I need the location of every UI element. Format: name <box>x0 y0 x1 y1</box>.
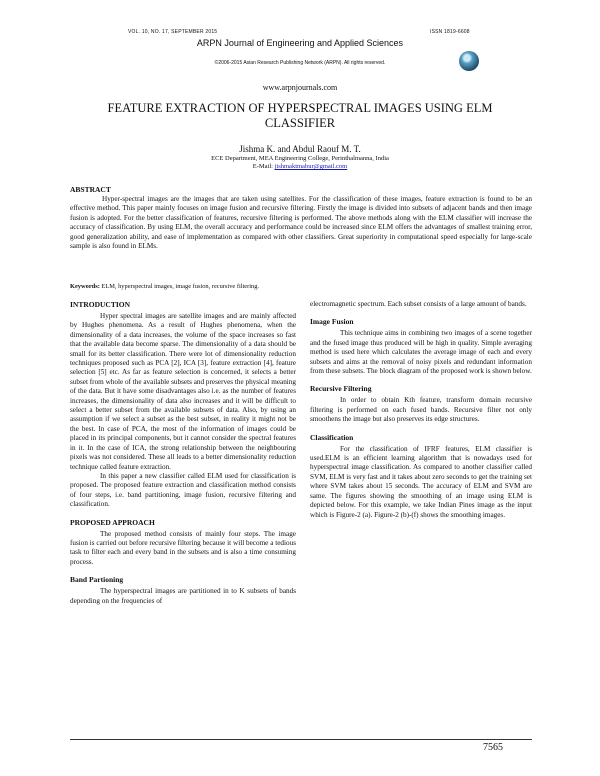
proposed-approach-heading: PROPOSED APPROACH <box>70 517 155 527</box>
footer-divider <box>70 739 532 740</box>
introduction-heading: INTRODUCTION <box>70 300 131 309</box>
journal-name: ARPN Journal of Engineering and Applied Sciences <box>196 38 404 48</box>
volume-info: VOL. 10, NO. 17, SEPTEMBER 2015 <box>128 29 218 35</box>
paper-authors: Jishma K. and Abdul Raouf M. T. <box>239 144 361 154</box>
recursive-filtering-paragraph: In order to obtain Kth feature, transform domain recursive filtering is performed on each fused bands. Recursive filter not only smoothens the image but also preserves its edge structures. <box>310 396 532 424</box>
email-link[interactable]: jishmaktmabur@gmail.com <box>274 163 348 170</box>
email-line <box>0 163 600 170</box>
classification-paragraph: For the classification of IFRF features, ELM classifier is used.ELM is an efficient learning algorithm that is nowadays used for hyperspectral image classification. As compared to another classifier called SVM, ELM is very fast and it takes about zero seconds to get the training set where SVM takes about 15 seconds. The accuracy of ELM and SVM are same. The figures showing the smoothing of an image using ELM is depicted below. For this example, we take Indian Pines image as the input which is Figure-2 (a). Figure-2 (b)-(f) shows the smoothing images. <box>310 444 532 519</box>
journal-url[interactable]: www.arpnjournals.com <box>262 83 338 92</box>
abstract-heading: ABSTRACT <box>70 185 111 194</box>
band-partioning-continued: electromagnetic spectrum. Each subset consists of a large amount of bands. <box>310 300 527 308</box>
keywords-label: Keywords: <box>70 283 100 290</box>
introduction-paragraph-1: Hyper spectral images are satellite images and are mainly affected by Hughes phenomena. As a result of Hughes phenomena, when the dimensionality of a data increases, the volume of the space increases so fast that the available data become sparse. The dimensionality of a data should be small for its better classification. There were lot of dimensionality reduction techniques proposed such as PCA [2], ICA [3], feature extraction [4], feature selection [5] etc. As far as feature selection is concerned, it selects a better subset from whole of the available subsets and preserves the physical meaning of the data. But it have some disadvantages also i.e. as the number of features increases, the dimensionality of data also increases and it will be difficult to select a better subset from the available subsets of data. Also, by using an assumption if we select a subset as the best subset, in reality it might not be the best. In case of PCA, the most of the information of images could be placed in its principal components, but it cannot consider the spectral features in it. In the case of ICA, the strong relationship between the neighbouring pixels was not considered. These all leads to a better dimensionality reduction technique called feature extraction. <box>70 312 296 471</box>
right-column <box>310 300 532 520</box>
affiliation: ECE Department, MEA Engineering College, Perinthalmanna, India <box>211 155 389 162</box>
keywords <box>70 283 259 290</box>
classification-heading: Classification <box>310 432 354 442</box>
image-fusion-paragraph: This technique aims in combining two images of a scene together and the fused image thus produced will be high in quality. Simple averaging method is used here which calculates the average image of each and every subsets and aims at the removal of noisy pixels and redundant information from these subsets. The block diagram of the proposed work is shown below. <box>310 329 532 376</box>
keywords-text: ELM, hyperspectral images, image fusion, recursive filtering. <box>99 283 260 290</box>
page-number: 7565 <box>483 742 503 753</box>
abstract-body: Hyper-spectral images are the images that are taken using satellites. For the classification of these images, feature extraction is found to be an effective method. This paper mainly focuses on image fusion and recursive filtering. Firstly the image is divided into subsets of adjacent bands and then image fusion is adopted. For the better classification of features, recursive filtering is performed. The above methods along with the ELM classifier will increase the accuracy of classification. By using ELM, the overall accuracy and performance could be increased since ELM offers the advantages of smallest training error, good generalization ability, and ease of implementation as compared with other classifiers. Great superiority in computational speed especially for large-scale sample is also found in ELMs. <box>70 195 532 251</box>
issn: ISSN 1819-6608 <box>430 29 470 35</box>
email-label: E-Mail: <box>252 163 275 170</box>
band-partioning-paragraph: The hyperspectral images are partitioned in to K subsets of bands depending on the frequencies of <box>70 587 296 605</box>
recursive-filtering-heading: Recursive Filtering <box>310 384 372 394</box>
copyright-notice: ©2006-2015 Asian Research Publishing Network (ARPN). All rights reserved. <box>214 60 386 66</box>
paper-title: FEATURE EXTRACTION OF HYPERSPECTRAL IMAGES USING ELM CLASSIFIER <box>107 101 493 130</box>
introduction-paragraph-2: In this paper a new classifier called ELM used for classification is proposed. The proposed feature extraction and classification method consists of four steps, i.e. band partitioning, image fusion, recursive filtering and classification. <box>70 471 296 509</box>
band-partioning-heading: Band Partioning <box>70 575 124 585</box>
left-column <box>70 300 296 606</box>
proposed-approach-paragraph: The proposed method consists of mainly four steps. The image fusion is carried out before recursive filtering because it will become a tedious task to filter each and every band in the subsets and is also a time consuming process. <box>70 529 296 566</box>
image-fusion-heading: Image Fusion <box>310 317 354 327</box>
